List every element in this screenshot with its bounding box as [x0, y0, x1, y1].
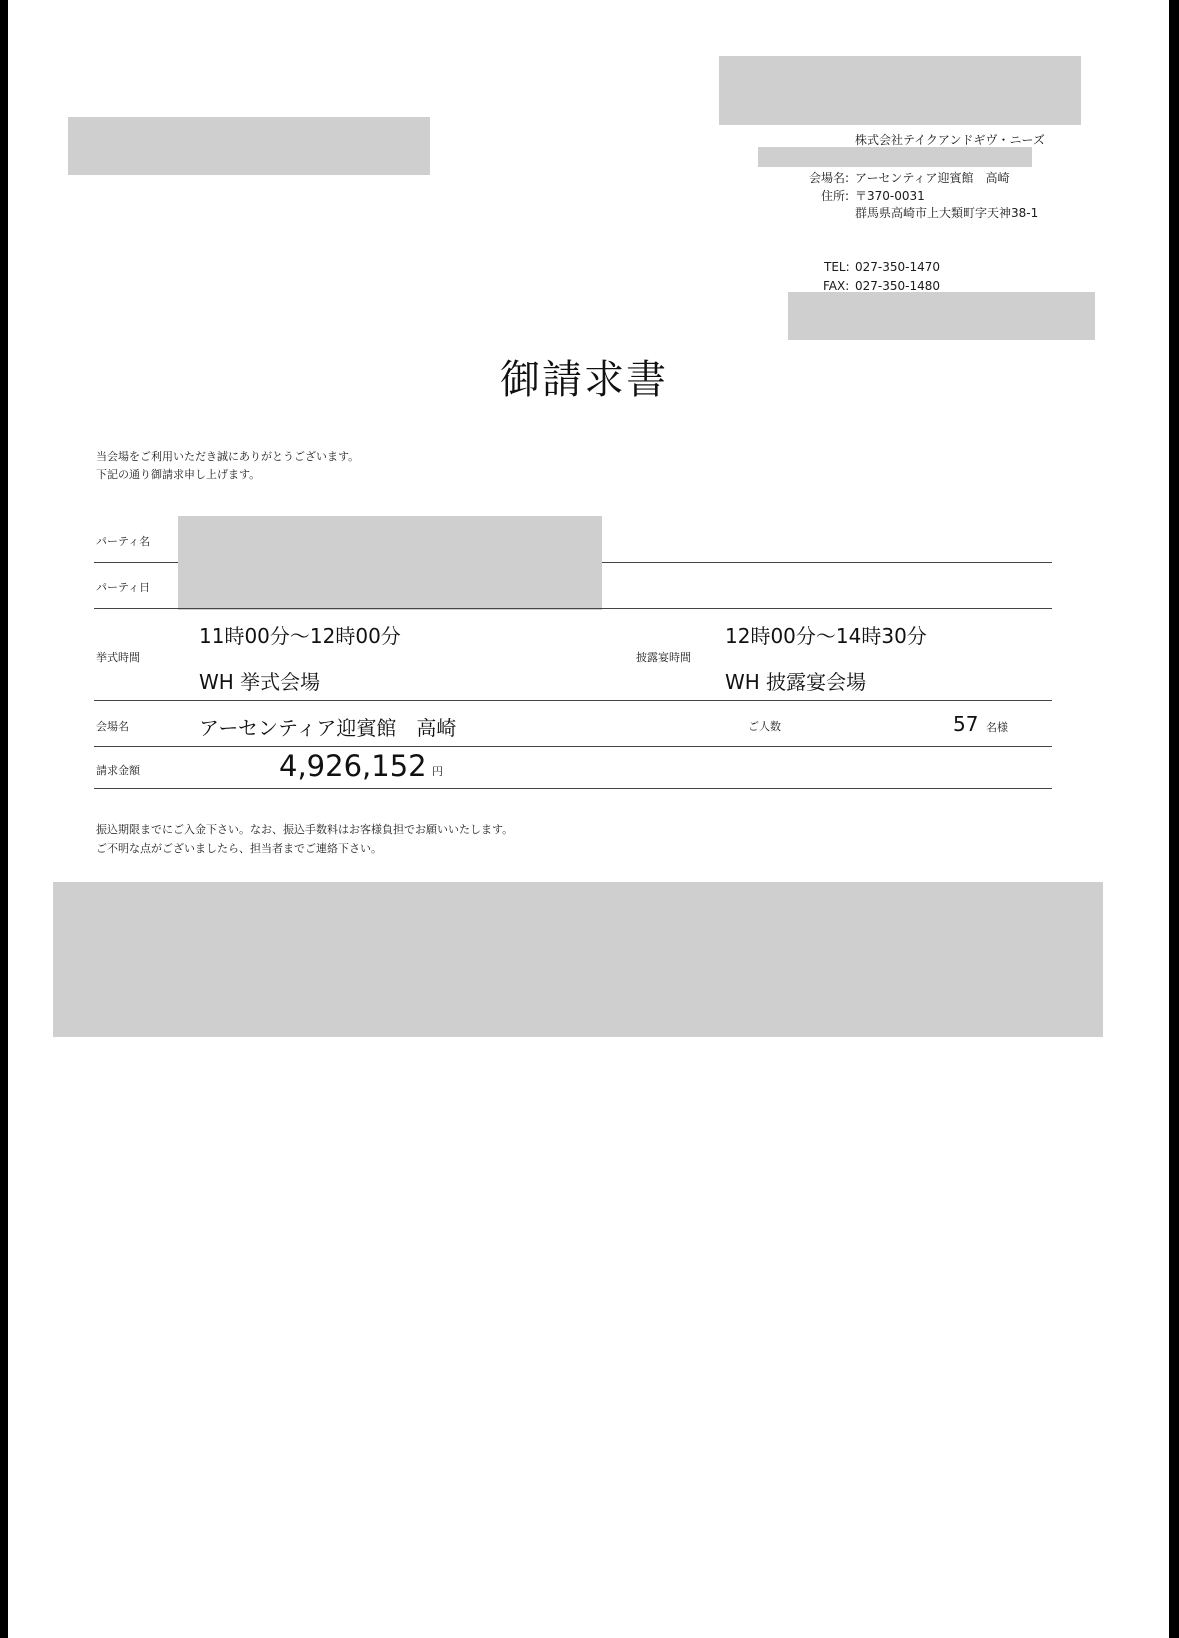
row-divider — [94, 562, 178, 563]
party-name-label: パーティ名 — [96, 535, 151, 548]
row-divider — [602, 562, 1052, 563]
guests-label: ご人数 — [748, 720, 781, 733]
greeting-line-1: 当会場をご利用いただき誠にありがとうございます。 — [96, 450, 360, 463]
issuer-address-label: 住所: — [821, 189, 850, 203]
reception-place: WH 披露宴会場 — [725, 670, 867, 694]
ceremony-place: WH 挙式会場 — [199, 670, 321, 694]
issuer-company: 株式会社テイクアンドギヴ・ニーズ — [855, 133, 1045, 147]
issuer-postal: 〒370-0031 — [855, 189, 925, 203]
ceremony-time: 11時00分～12時00分 — [199, 624, 401, 648]
row-divider — [94, 608, 1052, 609]
redacted-bank-info — [53, 882, 1103, 1037]
reception-label: 披露宴時間 — [636, 651, 691, 664]
guests-value: 57 — [953, 712, 979, 736]
venue-label: 会場名 — [96, 720, 129, 733]
redacted-party-info — [178, 516, 602, 610]
guests-unit: 名様 — [986, 721, 1008, 734]
redacted-stamp — [788, 292, 1095, 340]
amount-label: 請求金額 — [96, 764, 140, 777]
redacted-logo — [719, 56, 1081, 125]
issuer-venue-name: アーセンティア迎賓館 高崎 — [855, 171, 1010, 185]
note-line-2: ご不明な点がございましたら、担当者までご連絡下さい。 — [96, 842, 382, 855]
issuer-tel: 027-350-1470 — [855, 260, 941, 274]
row-divider — [94, 746, 1052, 747]
issuer-address: 群馬県高崎市上大類町字天神38-1 — [855, 206, 1039, 220]
note-line-1: 振込期限までにご入金下さい。なお、振込手数料はお客様負担でお願いいたします。 — [96, 823, 514, 836]
row-divider — [94, 700, 1052, 701]
redacted-issuer-line — [758, 147, 1032, 167]
invoice-page — [8, 0, 1169, 1638]
row-divider — [94, 788, 1052, 789]
document-title: 御請求書 — [500, 357, 668, 403]
issuer-fax-label: FAX: — [823, 279, 850, 293]
reception-time: 12時00分～14時30分 — [725, 624, 927, 648]
redacted-recipient — [68, 117, 430, 175]
issuer-venue-label: 会場名: — [809, 171, 850, 185]
venue-value: アーセンティア迎賓館 高崎 — [199, 716, 457, 740]
issuer-fax: 027-350-1480 — [855, 279, 941, 293]
amount-unit: 円 — [432, 765, 443, 778]
issuer-tel-label: TEL: — [824, 260, 850, 274]
amount-value: 4,926,152 — [279, 749, 427, 783]
party-date-label: パーティ日 — [96, 581, 151, 594]
greeting-line-2: 下記の通り御請求申し上げます。 — [96, 468, 261, 481]
ceremony-label: 挙式時間 — [96, 651, 140, 664]
